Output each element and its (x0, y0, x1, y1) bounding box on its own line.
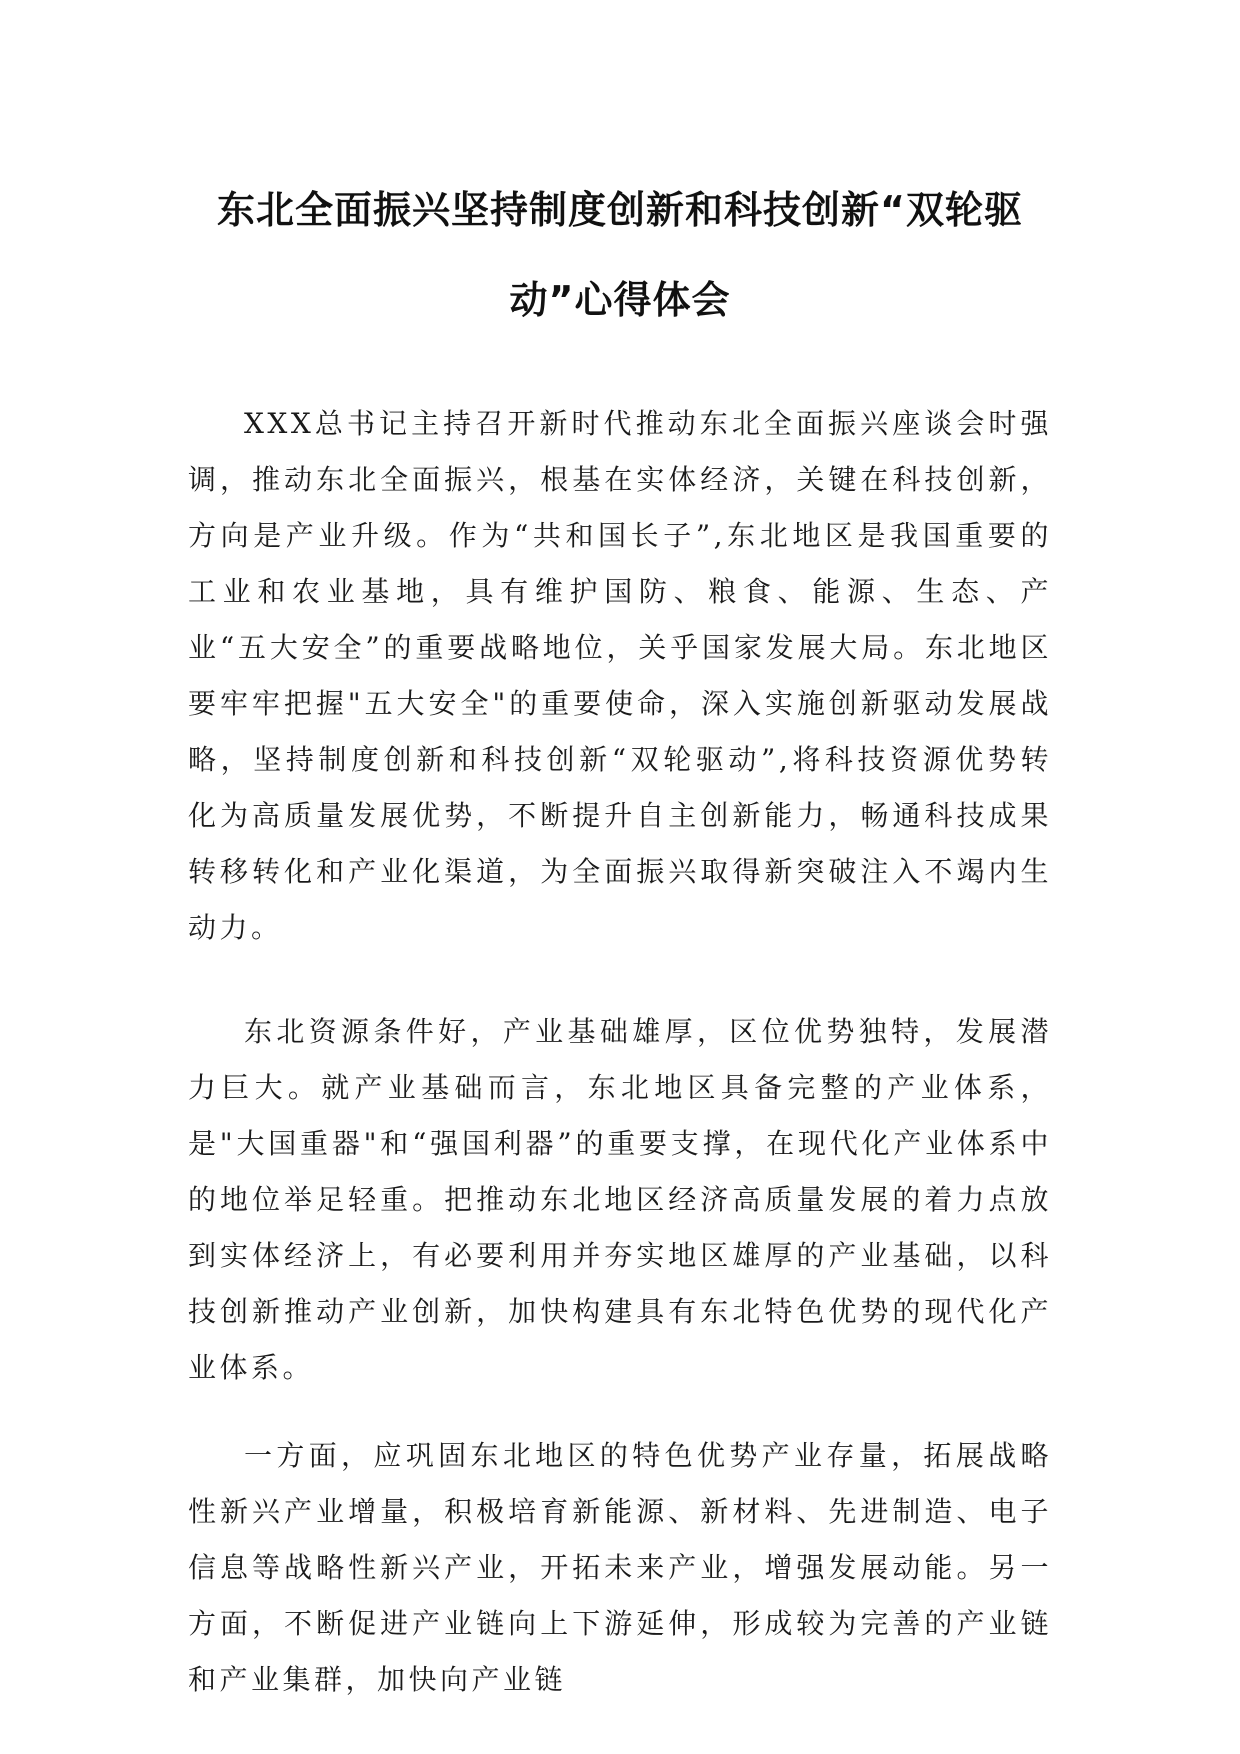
body-paragraph-1: XXX总书记主持召开新时代推动东北全面振兴座谈会时强调，推动东北全面振兴，根基在实体经济，关键在科技创新，方向是产业升级。作为“共和国长子”,东北地区是我国重要的工业和农业基地，具有维护国防、粮食、能源、生态、产业“五大安全”的重要战略地位，关乎国家发展大局。东北地区要牢牢把握"五大安全"的重要使命，深入实施创新驱动发展战略，坚持制度创新和科技创新“双轮驱动”,将科技资源优势转化为高质量发展优势，不断提升自主创新能力，畅通科技成果转移转化和产业化渠道，为全面振兴取得新突破注入不竭内生动力。 (188, 407, 1052, 944)
body-paragraph-3: 一方面，应巩固东北地区的特色优势产业存量，拓展战略性新兴产业增量，积极培育新能源、新材料、先进制造、电子信息等战略性新兴产业，开拓未来产业，增强发展动能。另一方面，不断促进产业链向上下游延伸，形成较为完善的产业链和产业集群，加快向产业链 (188, 1439, 1052, 1696)
document-title-line-2: 动”心得体会 (509, 278, 731, 322)
body-paragraph-2: 东北资源条件好，产业基础雄厚，区位优势独特，发展潜力巨大。就产业基础而言，东北地区具备完整的产业体系，是"大国重器"和“强国利器”的重要支撑，在现代化产业体系中的地位举足轻重。把推动东北地区经济高质量发展的着力点放到实体经济上，有必要利用并夯实地区雄厚的产业基础，以科技创新推动产业创新，加快构建具有东北特色优势的现代化产业体系。 (188, 1015, 1052, 1384)
document-title-line-1: 东北全面振兴坚持制度创新和科技创新“双轮驱 (217, 188, 1023, 232)
